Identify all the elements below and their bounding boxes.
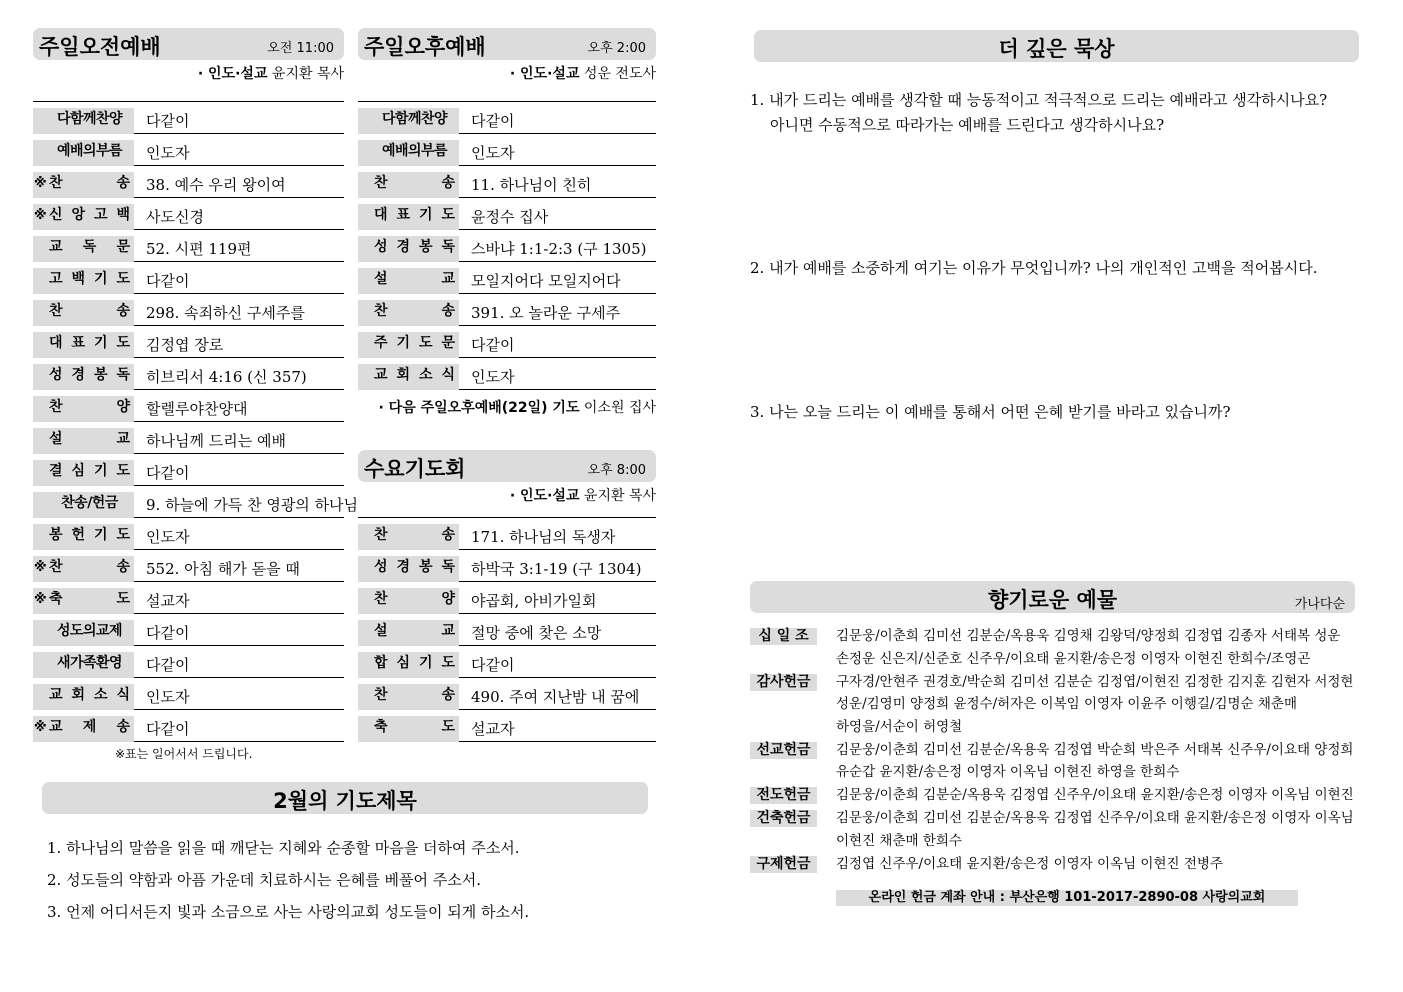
order-value: 김정엽 장로: [146, 336, 224, 354]
offering-label: 감사헌금: [750, 674, 817, 691]
order-label-text: 다함께찬양: [56, 111, 123, 127]
order-row: [33, 166, 344, 198]
order-row: [358, 102, 656, 134]
order-label: [33, 556, 134, 582]
order-value: 할렐루야찬양대: [146, 400, 248, 418]
order-value: 절망 중에 찾은 소망: [471, 624, 602, 642]
order-row: [33, 486, 359, 518]
prayer-list: [47, 837, 529, 933]
order-row: [358, 678, 656, 710]
order-label: [33, 716, 134, 742]
order-value: 인도자: [471, 144, 515, 162]
order-label-text: 설 교: [49, 431, 130, 447]
offering-label: 건축헌금: [750, 810, 817, 827]
order-row: [33, 646, 344, 678]
order-label-text: 찬 양: [374, 591, 455, 607]
prayer-title: 2월의 기도제목: [273, 789, 417, 813]
order-value: 하박국 3:1-19 (구 1304): [471, 560, 642, 578]
order-label: [33, 300, 134, 326]
prayer-header: [42, 782, 648, 814]
order-label-text: 대 표 기 도: [49, 335, 130, 351]
order-label-text: 설 교: [374, 271, 455, 287]
order-value: 인도자: [471, 368, 515, 386]
order-label: [358, 524, 459, 550]
standing-mark: ※: [34, 208, 47, 223]
order-value: 52. 시편 119편: [146, 240, 252, 258]
order-label-text: 대 표 기 도: [374, 207, 455, 223]
order-value: 다같이: [146, 624, 190, 642]
order-label-text: 성 경 봉 독: [374, 559, 455, 575]
offering-names-line: 성운/김영미 양정희 윤정수/허자은 이복임 이영자 이윤주 이행길/김명순 채춘매: [836, 696, 1297, 712]
order-label: [358, 140, 459, 166]
order-label: [358, 236, 459, 262]
order-label: [358, 108, 459, 134]
morning-leader: [33, 63, 344, 83]
afternoon-next-prayer: [358, 397, 656, 417]
standing-mark: ※: [34, 592, 47, 607]
order-row: [33, 230, 344, 262]
order-label-text: 결 심 기 도: [49, 463, 130, 479]
order-label-text: 고 백 기 도: [49, 271, 130, 287]
order-label-text: 교 제 송: [49, 719, 130, 735]
offering-names-line: 김정엽 신주우/이요태 윤지환/송은정 이영자 이옥님 이현진 전병주: [836, 855, 1223, 872]
order-label-text: 찬 송: [49, 559, 130, 575]
wednesday-leader-label: · 인도·설교: [509, 488, 580, 504]
order-row: [358, 326, 656, 358]
offering-names-line: 손정운 신은지/신준호 신주우/이요태 윤지환/송은정 이영자 이현진 한희수/조영곤: [836, 650, 1311, 667]
order-label: [358, 364, 459, 390]
wednesday-header: [358, 450, 656, 482]
order-row: [358, 294, 656, 326]
offering-names-line: 구자경/안현주 권경호/박순희 김미선 김분순 김정엽/이현진 김정한 김지훈 김현자 서정현: [836, 673, 1354, 690]
morning-title: 주일오전예배: [39, 35, 161, 59]
order-value: 다같이: [471, 112, 515, 130]
afternoon-time: 오후 2:00: [587, 41, 646, 56]
order-label-text: 축 도: [49, 591, 130, 607]
order-label: [33, 684, 134, 710]
order-row: [33, 390, 344, 422]
order-label-text: 찬 송: [374, 175, 455, 191]
order-label-text: 찬 송: [374, 687, 455, 703]
order-label: [33, 588, 134, 614]
morning-leader-name: 윤지환 목사: [271, 66, 344, 82]
morning-header: [33, 28, 344, 60]
order-label-text: 교 독 문: [49, 239, 130, 255]
wednesday-order-table: [358, 517, 656, 742]
order-label: [358, 172, 459, 198]
order-label-text: 찬 송: [49, 175, 130, 191]
order-row: [358, 262, 656, 294]
order-row: [358, 358, 656, 390]
order-row: [33, 326, 344, 358]
order-label-text: 성 경 봉 독: [374, 239, 455, 255]
meditation-question-3: 3. 나는 오늘 드리는 이 예배를 통해서 어떤 은혜 받기를 바라고 있습니까?: [750, 403, 1231, 421]
order-value: 야곱회, 아비가일회: [471, 592, 597, 610]
order-label-text: 성 경 봉 독: [49, 367, 130, 383]
afternoon-title: 주일오후예배: [364, 35, 486, 59]
order-label: [33, 172, 134, 198]
order-label-text: 축 도: [374, 719, 455, 735]
standing-mark: ※: [34, 720, 47, 735]
afternoon-leader-label: · 인도·설교: [509, 66, 580, 82]
next-prayer-label: · 다음 주일오후예배(22일) 기도: [378, 400, 580, 416]
offering-header: [750, 581, 1355, 613]
wednesday-leader-name: 윤지환 목사: [583, 488, 656, 504]
order-row: [358, 134, 656, 166]
order-label-text: 주 기 도 문: [374, 335, 455, 351]
order-label-text: 찬송/헌금: [61, 495, 118, 511]
order-value: 모일지어다 모일지어다: [471, 272, 621, 290]
order-value: 사도신경: [146, 208, 204, 226]
offering-label: 선교헌금: [750, 742, 817, 759]
order-row: [33, 198, 344, 230]
order-label: [358, 300, 459, 326]
order-value: 다같이: [471, 336, 515, 354]
order-label: [358, 332, 459, 358]
order-value: 인도자: [146, 528, 190, 546]
order-label-text: 다함께찬양: [381, 111, 448, 127]
order-label-text: 봉 헌 기 도: [49, 527, 130, 543]
order-label: [33, 332, 134, 358]
order-label: [358, 716, 459, 742]
order-label-text: 설 교: [374, 623, 455, 639]
order-value: 다같이: [146, 464, 190, 482]
order-label: [358, 556, 459, 582]
order-label: [33, 460, 134, 486]
order-value: 490. 주여 지난밤 내 꿈에: [471, 688, 640, 706]
order-row: [358, 646, 656, 678]
order-label: [358, 620, 459, 646]
order-row: [358, 582, 656, 614]
order-row: [33, 582, 344, 614]
order-label: [33, 524, 134, 550]
order-value: 다같이: [146, 656, 190, 674]
offering-names-line: 이현진 채춘매 한희수: [836, 832, 962, 849]
order-label: [33, 140, 134, 166]
order-label: [33, 428, 134, 454]
offering-names: [836, 784, 1366, 807]
offering-names-line: 하영을/서순이 허영철: [836, 718, 963, 735]
order-value: 설교자: [471, 720, 515, 738]
prayer-item: 3. 언제 어디서든지 빛과 소금으로 사는 사랑의교회 성도들이 되게 하소서.: [47, 903, 530, 921]
question-1-line-2: 아니면 수동적으로 따라가는 예배를 드린다고 생각하시나요?: [770, 116, 1165, 134]
order-label: [358, 684, 459, 710]
order-value: 다같이: [146, 272, 190, 290]
offering-names: [836, 853, 1366, 876]
order-row: [358, 518, 656, 550]
order-label-text: 찬 송: [374, 527, 455, 543]
order-label: [33, 652, 134, 678]
order-row: [33, 134, 344, 166]
order-label: [33, 204, 134, 230]
order-label-text: 예배의부름: [381, 143, 448, 159]
afternoon-order-table: [358, 101, 656, 390]
wednesday-title: 수요기도회: [364, 457, 466, 481]
order-label: [33, 236, 134, 262]
morning-leader-label: · 인도·설교: [197, 66, 268, 82]
meditation-title: 더 깊은 묵상: [998, 37, 1115, 61]
standing-mark: ※: [34, 560, 47, 575]
order-row: [358, 614, 656, 646]
order-label-text: 성도의교제: [56, 623, 123, 639]
wednesday-time: 오후 8:00: [587, 463, 646, 478]
next-prayer-name: 이소원 집사: [583, 400, 656, 416]
order-label: [358, 588, 459, 614]
order-label-text: 신 앙 고 백: [49, 207, 130, 223]
order-row: [358, 166, 656, 198]
offering-names-line: 유순갑 윤지환/송은정 이영자 이옥님 이현진 하영을 한희수: [836, 764, 1180, 780]
order-row: [358, 550, 656, 582]
offering-names-line: 김문웅/이춘희 김미선 김분순/옥용욱 김정엽 박순희 박은주 서태복 신주우/이요태 양정희: [836, 741, 1354, 758]
order-row: [33, 454, 344, 486]
question-1-line-1: 1. 내가 드리는 예배를 생각할 때 능동적이고 적극적으로 드리는 예배라고 생각하시나요?: [750, 91, 1328, 109]
order-row: [33, 358, 344, 390]
order-row: [33, 294, 344, 326]
order-value: 하나님께 드리는 예배: [146, 432, 286, 450]
order-value: 다같이: [471, 656, 515, 674]
offering-names: [836, 625, 1366, 670]
order-label: [358, 652, 459, 678]
order-value: 다같이: [146, 112, 190, 130]
order-label-text: 예배의부름: [56, 143, 123, 159]
order-label: [33, 492, 134, 518]
order-label-text: 교 회 소 식: [374, 367, 455, 383]
offering-names-line: 김문웅/이춘희 김미선 김분순/옥용욱 김정엽 신주우/이요태 윤지환/송은정 이영자 이옥님: [836, 810, 1354, 826]
order-value: 다같이: [146, 720, 190, 738]
order-label-text: 찬 양: [49, 399, 130, 415]
order-label-text: 합 심 기 도: [374, 655, 455, 671]
order-label: [33, 396, 134, 422]
order-row: [33, 102, 344, 134]
offering-label: 십 일 조: [750, 628, 817, 645]
offering-names-line: 김문웅/이춘희 김분순/옥용욱 김정엽 신주우/이요태 윤지환/송은정 이영자 이옥님 이현진: [836, 787, 1354, 803]
order-row: [358, 710, 656, 742]
offering-names: [836, 739, 1366, 784]
order-row: [33, 518, 344, 550]
afternoon-leader-name: 성운 전도사: [583, 66, 656, 82]
offering-label: 구제헌금: [750, 856, 817, 873]
order-label: [33, 620, 134, 646]
order-value: 설교자: [146, 592, 190, 610]
order-row: [358, 230, 656, 262]
meditation-question-2: 2. 내가 예배를 소중하게 여기는 이유가 무엇입니까? 나의 개인적인 고백을 적어봅시다.: [750, 259, 1318, 277]
meditation-header: [754, 30, 1359, 62]
order-label-text: 교 회 소 식: [49, 687, 130, 703]
online-account-info: 온라인 헌금 계좌 안내 : 부산은행 101-2017-2890-08 사랑의교회: [836, 890, 1298, 906]
order-row: [358, 198, 656, 230]
standing-mark: ※: [34, 176, 47, 191]
morning-time: 오전 11:00: [267, 41, 334, 56]
order-value: 298. 속죄하신 구세주를: [146, 304, 305, 322]
order-value: 552. 아침 해가 돋을 때: [146, 560, 300, 578]
order-row: [33, 422, 344, 454]
prayer-item: 1. 하나님의 말씀을 읽을 때 깨닫는 지혜와 순종할 마음을 더하여 주소서.: [47, 839, 520, 857]
offering-label: 전도헌금: [750, 787, 817, 804]
order-label: [33, 268, 134, 294]
morning-standing-note: ※표는 일어서서 드립니다.: [115, 747, 253, 761]
prayer-item: 2. 성도들의 약함과 아픔 가운데 치료하시는 은혜를 베풀어 주소서.: [47, 871, 481, 889]
order-row: [33, 614, 344, 646]
order-row: [33, 678, 344, 710]
meditation-question-1: [750, 88, 1327, 138]
order-label-text: 새가족환영: [56, 655, 123, 671]
offering-order-note: 가나다순: [1294, 597, 1345, 612]
order-value: 11. 하나님이 친히: [471, 176, 592, 194]
order-label: [358, 268, 459, 294]
order-value: 인도자: [146, 144, 190, 162]
order-label: [33, 364, 134, 390]
offering-title: 향기로운 예물: [987, 588, 1118, 612]
order-value: 391. 오 놀라운 구세주: [471, 304, 621, 322]
offering-names: [836, 807, 1366, 852]
order-value: 9. 하늘에 가득 찬 영광의 하나님: [146, 496, 359, 514]
afternoon-leader: [358, 63, 656, 83]
order-label: [358, 204, 459, 230]
order-label-text: 찬 송: [49, 303, 130, 319]
order-row: [33, 710, 344, 742]
order-value: 171. 하나님의 독생자: [471, 528, 616, 546]
offering-names-line: 김문웅/이춘희 김미선 김분순/옥용욱 김영채 김왕덕/양정희 김정엽 김종자 서태복 성운: [836, 628, 1341, 644]
order-label: [33, 108, 134, 134]
order-value: 스바냐 1:1-2:3 (구 1305): [471, 240, 647, 258]
offering-names: [836, 671, 1366, 739]
order-value: 윤정수 집사: [471, 208, 549, 226]
order-label-text: 찬 송: [374, 303, 455, 319]
wednesday-leader: [358, 485, 656, 505]
order-row: [33, 550, 344, 582]
morning-order-table: [33, 101, 359, 742]
order-value: 히브리서 4:16 (신 357): [146, 368, 307, 386]
order-value: 인도자: [146, 688, 190, 706]
order-value: 38. 예수 우리 왕이여: [146, 176, 286, 194]
afternoon-header: [358, 28, 656, 60]
order-row: [33, 262, 344, 294]
